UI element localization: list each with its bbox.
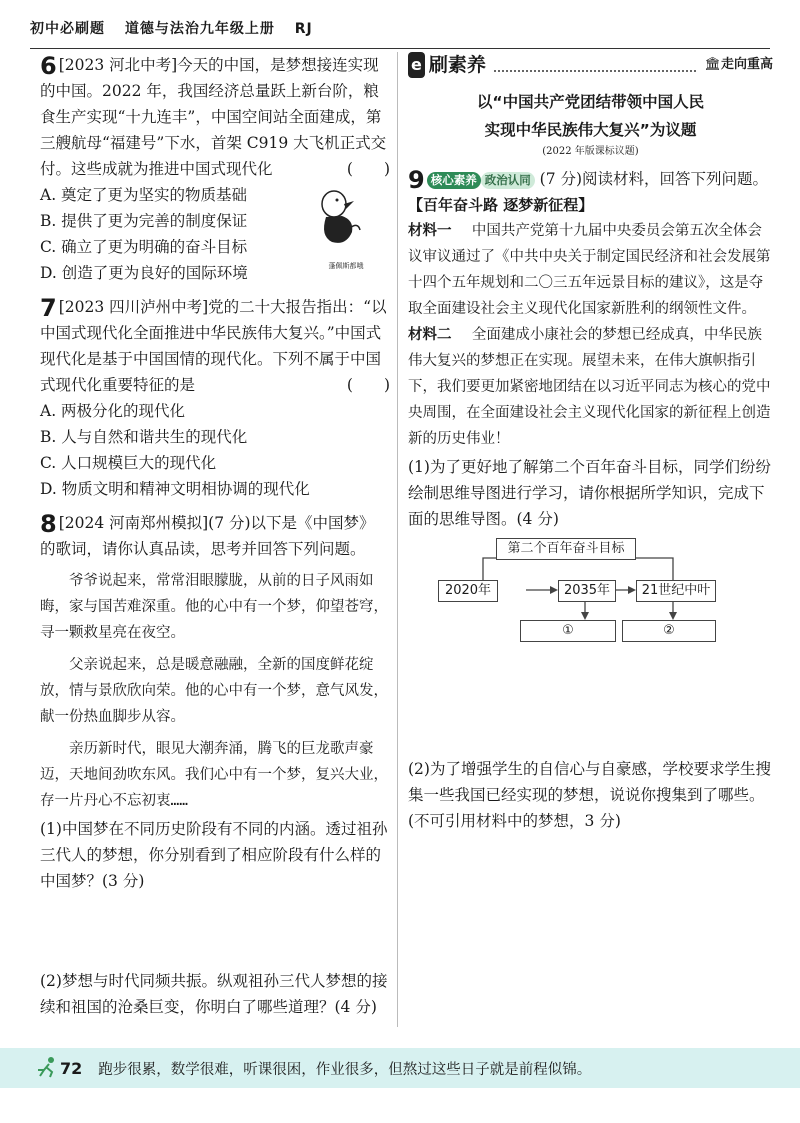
lyric-stanza-2: 父亲说起来，总是暖意融融，全新的国度鲜花绽放，情与景欣欣向荣。他的心中有一个梦，意气风发，献一份热血脚步从容。 <box>40 657 388 725</box>
section-heading: 【百年奋斗路 逐梦新征程】 <box>408 196 594 214</box>
answer-space-1[interactable] <box>40 894 390 966</box>
illustration-caption: 蓬佩斯都哦 <box>328 262 364 270</box>
mind-map-node-2020: 2020年 <box>438 580 498 602</box>
runner-icon <box>34 1056 60 1078</box>
topic-note: (2022 年版课标议题) <box>542 146 639 157</box>
answer-space-1[interactable] <box>408 658 773 754</box>
subquestion-1: (1)中国梦在不同历史阶段有不同的内涵。透过祖孙三代人的梦想，你分别看到了相应阶段有什么样的中国梦？(3 分) <box>40 820 388 890</box>
material-2-text: 全面建成小康社会的梦想已经成真，中华民族伟大复兴的梦想正在实现。展望未来，在伟大旗帜指引下，我们要更加紧密地团结在以习近平同志为核心的党中央周围，在全面建设社会主义现代化国家的新征程上创造新的历史伟业！ <box>408 327 771 447</box>
option-c: C. 确立了更为明确的奋斗目标 <box>40 238 248 256</box>
core-literacy-badge: 核心素养 <box>427 172 481 189</box>
mind-map-blank-1[interactable]: ① <box>520 620 616 642</box>
option-d: D. 物质文明和精神文明相协调的现代化 <box>40 480 310 498</box>
mind-map-blank-2[interactable]: ② <box>622 620 716 642</box>
material-2-label: 材料二 <box>408 327 452 343</box>
material-1-label: 材料一 <box>408 223 452 239</box>
mind-map-root: 第二个百年奋斗目标 <box>496 538 636 560</box>
column-divider <box>397 52 398 1027</box>
banner-title: 刷素养 <box>428 54 486 76</box>
material-2 <box>408 322 773 452</box>
question-stem: [2024 河南郑州模拟](7 分)以下是《中国梦》的歌词，请你认真品读，思考并回答下列问题。 <box>40 514 375 558</box>
option-a: A. 奠定了更为坚实的物质基础 <box>40 186 248 204</box>
question-stem: [2023 河北中考]今天的中国，是梦想接连实现的中国。2022 年，我国经济总量跃上新台阶，粮食生产实现“十九连丰”，中国空间站全面建成，第三艘航母“福建号”下水，首架 C919 大飞机正式交付。这些成就为推进中国式现代化 <box>40 56 387 178</box>
option-d: D. 创造了更为良好的国际环境 <box>40 264 248 282</box>
option-b: B. 提供了更为完善的制度保证 <box>40 212 248 230</box>
question-number: 8 <box>40 510 57 538</box>
literacy-banner <box>408 52 773 78</box>
question-number: 9 <box>408 166 425 194</box>
banner-dotted-line <box>494 58 697 72</box>
subject-title: 道德与法治九年级上册 <box>124 21 275 37</box>
duck-icon <box>306 184 386 254</box>
subquestion-1: (1)为了更好地了解第二个百年奋斗目标，同学们纷纷绘制思维导图进行学习，请你根据所学知识，完成下面的思维导图。(4 分) <box>408 458 771 528</box>
question-6 <box>40 52 390 286</box>
answer-parenthesis: ( ) <box>346 376 390 394</box>
lyric-stanza-1: 爷爷说起来，常常泪眼朦胧，从前的日子风雨如晦，家与国苦难深重。他的心中有一个梦，仰望苍穹，寻一颗救星亮在夜空。 <box>40 573 388 641</box>
material-1 <box>408 218 773 322</box>
footer-motto: 跑步很累，数学很难，听课很困，作业很多，但熬过这些日子就是前程似锦。 <box>98 1061 592 1078</box>
subquestion-2: (2)梦想与时代同频共振。纵观祖孙三代人梦想的接续和祖国的沧桑巨变，你明白了哪些道理？(4 分) <box>40 972 388 1016</box>
question-number: 7 <box>40 294 57 322</box>
option-c: C. 人口规模巨大的现代化 <box>40 454 217 472</box>
question-8 <box>40 510 390 1020</box>
page-footer <box>0 1048 800 1088</box>
political-identity-badge: 政治认同 <box>481 172 535 189</box>
building-icon: 🏛 <box>704 57 721 72</box>
material-1-text: 中国共产党第十九届中央委员会第五次全体会议审议通过了《中共中央关于制定国民经济和社会发展第十四个五年规划和二〇三五年远景目标的建议》，这是夺取全面建设社会主义现代化国家新胜利的纲领性文件。 <box>408 223 771 317</box>
option-b: B. 人与自然和谐共生的现代化 <box>40 428 248 446</box>
left-column <box>40 52 390 1024</box>
question-7 <box>40 294 390 502</box>
answer-parenthesis: ( ) <box>346 160 390 178</box>
page-number: 72 <box>60 1058 83 1078</box>
page-header <box>30 18 770 49</box>
topic-title-line-1: 以“中国共产党团结带领中国人民 <box>476 93 705 111</box>
topic-title-line-2: 实现中华民族伟大复兴”为议题 <box>484 121 697 139</box>
edition-label: RJ <box>294 21 313 37</box>
banner-right-label: 走向重高 <box>720 57 773 72</box>
subquestion-2: (2)为了增强学生的自信心与自豪感，学校要求学生搜集一些我国已经实现的梦想，说说你搜集到了哪些。(不可引用材料中的梦想，3 分) <box>408 760 771 830</box>
question-stem: (7 分)阅读材料，回答下列问题。 <box>539 170 769 188</box>
right-column <box>408 52 773 834</box>
question-number: 6 <box>40 52 57 80</box>
brand-logo: e <box>408 52 425 78</box>
question-stem: [2023 四川泸州中考]党的二十大报告指出：“以中国式现代化全面推进中华民族伟大复兴。”中国式现代化是基于中国国情的现代化。下列不属于中国式现代化重要特征的是 <box>40 298 387 394</box>
mind-map <box>408 538 773 658</box>
cartoon-illustration <box>306 184 386 270</box>
lyric-stanza-3: 亲历新时代，眼见大潮奔涌，腾飞的巨龙歌声豪迈，天地间劲吹东风。我们心中有一个梦，复兴大业，存一片丹心不忘初衷…… <box>40 741 388 809</box>
series-title: 初中必刷题 <box>30 21 105 37</box>
option-a: A. 两极分化的现代化 <box>40 402 186 420</box>
mind-map-node-mid-century: 21世纪中叶 <box>636 580 716 602</box>
mind-map-node-2035: 2035年 <box>558 580 616 602</box>
question-9 <box>408 166 773 834</box>
